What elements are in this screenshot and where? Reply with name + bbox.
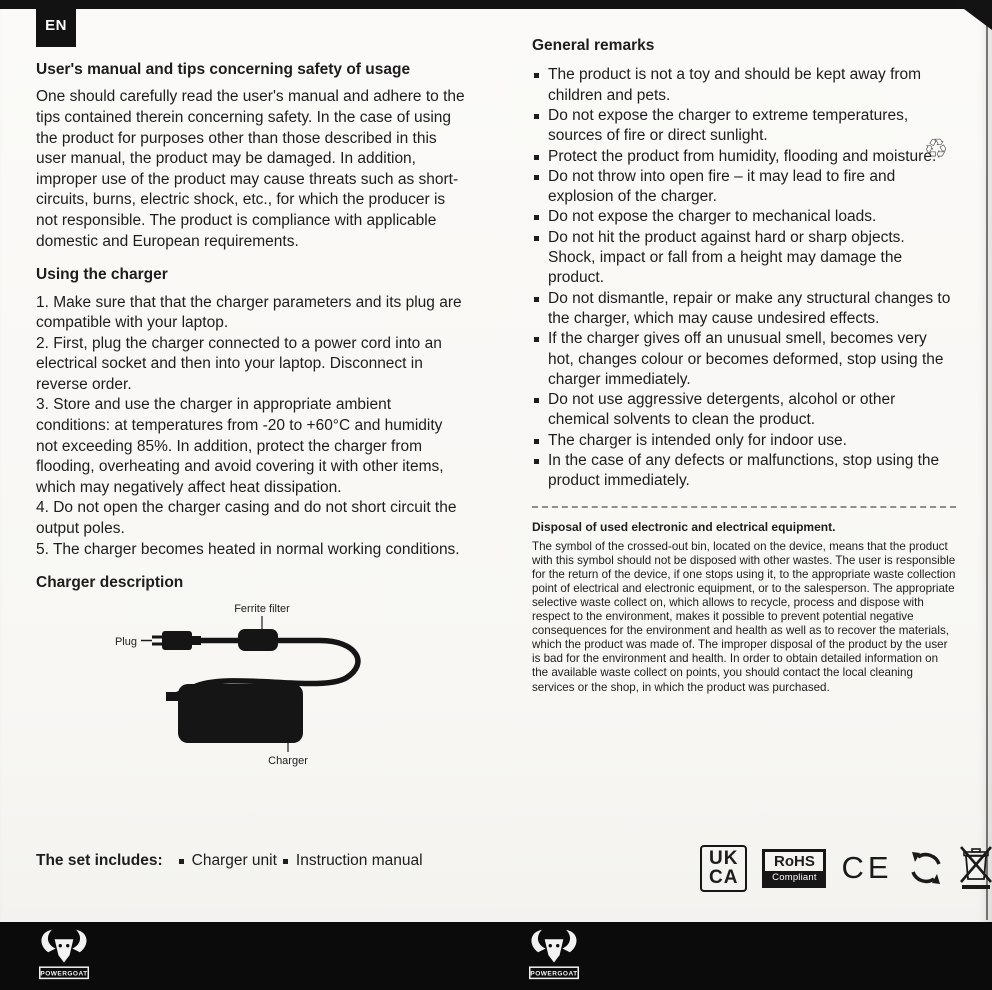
list-item: The charger is intended only for indoor use.: [532, 431, 956, 451]
set-item-charger-unit: Charger unit: [191, 852, 277, 869]
disposal-paragraph: The symbol of the crossed-out bin, located on the device, means that the product with this symbol should not be disposed with other wastes. The user is responsible for the return of the device, if one stops using it, to the appropriate waste collection point of electrical and electronic equipment, or to the salesperson. The appropriate selective waste collect on, which allows to recycle, process and dispose with respect to the environment, makes it possible to prevent potential negative consequences for the environment and health as well as to recover the materials, which the product was made of. The improper disposal of the product by the user is bad for the environment and health. In order to obtain detailed information on the available waste collect on points, you should contact the local cleaning services or the shop, in which the product was purchased.: [532, 539, 956, 694]
left-column: [36, 60, 468, 771]
bullet-square: [534, 337, 539, 342]
bullet-square: [534, 215, 539, 220]
scan-edge-line: [986, 0, 988, 920]
charger-body-icon: [178, 684, 303, 743]
bullet-square: [179, 859, 184, 864]
svg-text:POWERGOAT: POWERGOAT: [40, 970, 88, 978]
bullet-square: [534, 155, 539, 160]
using-steps: [36, 293, 468, 561]
list-item: Do not throw into open fire – it may lead to fire and explosion of the charger.: [532, 167, 956, 208]
ukca-mark: UK CA: [700, 845, 747, 892]
bullet-square: [534, 398, 539, 403]
list-item: Do not expose the charger to extreme temperatures, sources of fire or direct sunlight.: [532, 106, 956, 147]
dashed-divider: [532, 506, 956, 508]
powergoat-logo: [526, 926, 582, 986]
step-2: 2. First, plug the charger connected to a power cord into an electrical socket and then into your laptop. Disconnect in reverse order.: [36, 334, 442, 393]
list-item: Do not expose the charger to mechanical loads.: [532, 207, 956, 227]
footer-bar: [0, 922, 992, 990]
right-column: [532, 36, 956, 695]
list-item: The product is not a toy and should be kept away from children and pets.: [532, 65, 956, 106]
heading-general-remarks: General remarks: [532, 37, 655, 54]
set-item-instruction-manual: Instruction manual: [295, 852, 423, 869]
disposal-heading: Disposal of used electronic and electrical equipment.: [532, 519, 836, 534]
certification-marks: [700, 845, 992, 892]
list-item: If the charger gives off an unusual smell, becomes very hot, changes colour or becomes deformed, stop using the charger immediately.: [532, 329, 956, 390]
ce-mark: CE: [841, 850, 893, 886]
step-4: 4. Do not open the charger casing and do not short circuit the output poles.: [36, 499, 457, 538]
step-3: 3. Store and use the charger in appropriate ambient conditions: at temperatures from -20 to +60°C and humidity not exceeding 85%. In addition, protect the charger from flooding, overheating and avoid covering it with other items, which may negatively affect heat dissipation.: [36, 396, 444, 496]
bullet-square: [534, 73, 539, 78]
step-1: 1. Make sure that that the charger parameters and its plug are compatible with your laptop.: [36, 293, 462, 332]
plug-label: Plug: [114, 635, 137, 648]
rohs-mark: RoHS Compliant: [762, 849, 826, 888]
svg-text:POWERGOAT: POWERGOAT: [530, 970, 578, 978]
plug-icon: [152, 631, 201, 650]
set-includes-label: The set includes:: [36, 852, 163, 869]
circular-recycle-icon: [908, 850, 944, 886]
list-item: Do not hit the product against hard or sharp objects. Shock, impact or fall from a height may damage the product.: [532, 228, 956, 289]
set-includes-line: [36, 852, 423, 870]
ferrite-filter-label: Ferrite filter: [234, 602, 290, 615]
language-badge: EN: [36, 4, 76, 47]
list-item: Do not use aggressive detergents, alcohol or other chemical solvents to clean the product.: [532, 390, 956, 431]
heading-using-charger: Using the charger: [36, 266, 168, 284]
general-remarks-list: [532, 65, 956, 491]
bullet-square: [283, 859, 288, 864]
list-item: Protect the product from humidity, flooding and moisture.: [532, 147, 956, 167]
intro-paragraph: One should carefully read the user's manual and adhere to the tips contained therein concerning safety. In the case of using the product for purposes other than those described in this user manual, the product may be damaged. In addition, improper use of the product may cause threats such as short-circuits, burns, electric shock, etc., for which the producer is not responsible. The product is compliance with applicable domestic and European requirements.: [36, 88, 465, 250]
mobius-recycle-icon: ♲: [924, 134, 949, 164]
list-item: In the case of any defects or malfunctions, stop using the product immediately.: [532, 451, 956, 492]
bullet-square: [534, 297, 539, 302]
charger-diagram: [36, 599, 468, 771]
step-5: 5. The charger becomes heated in normal working conditions.: [36, 540, 460, 558]
top-edge-strip: [0, 0, 992, 9]
powergoat-logo: [36, 926, 92, 986]
bullet-square: [534, 175, 539, 180]
bullet-square: [534, 114, 539, 119]
bullet-square: [534, 236, 539, 241]
weee-bin-icon: [959, 846, 992, 890]
list-item: Do not dismantle, repair or make any structural changes to the charger, which may cause undesired effects.: [532, 289, 956, 330]
bullet-square: [534, 459, 539, 464]
bullet-square: [534, 439, 539, 444]
ferrite-filter-icon: [238, 629, 278, 651]
charger-label: Charger: [268, 754, 308, 767]
heading-charger-description: Charger description: [36, 574, 184, 592]
heading-safety: User's manual and tips concerning safety of usage: [36, 61, 411, 78]
